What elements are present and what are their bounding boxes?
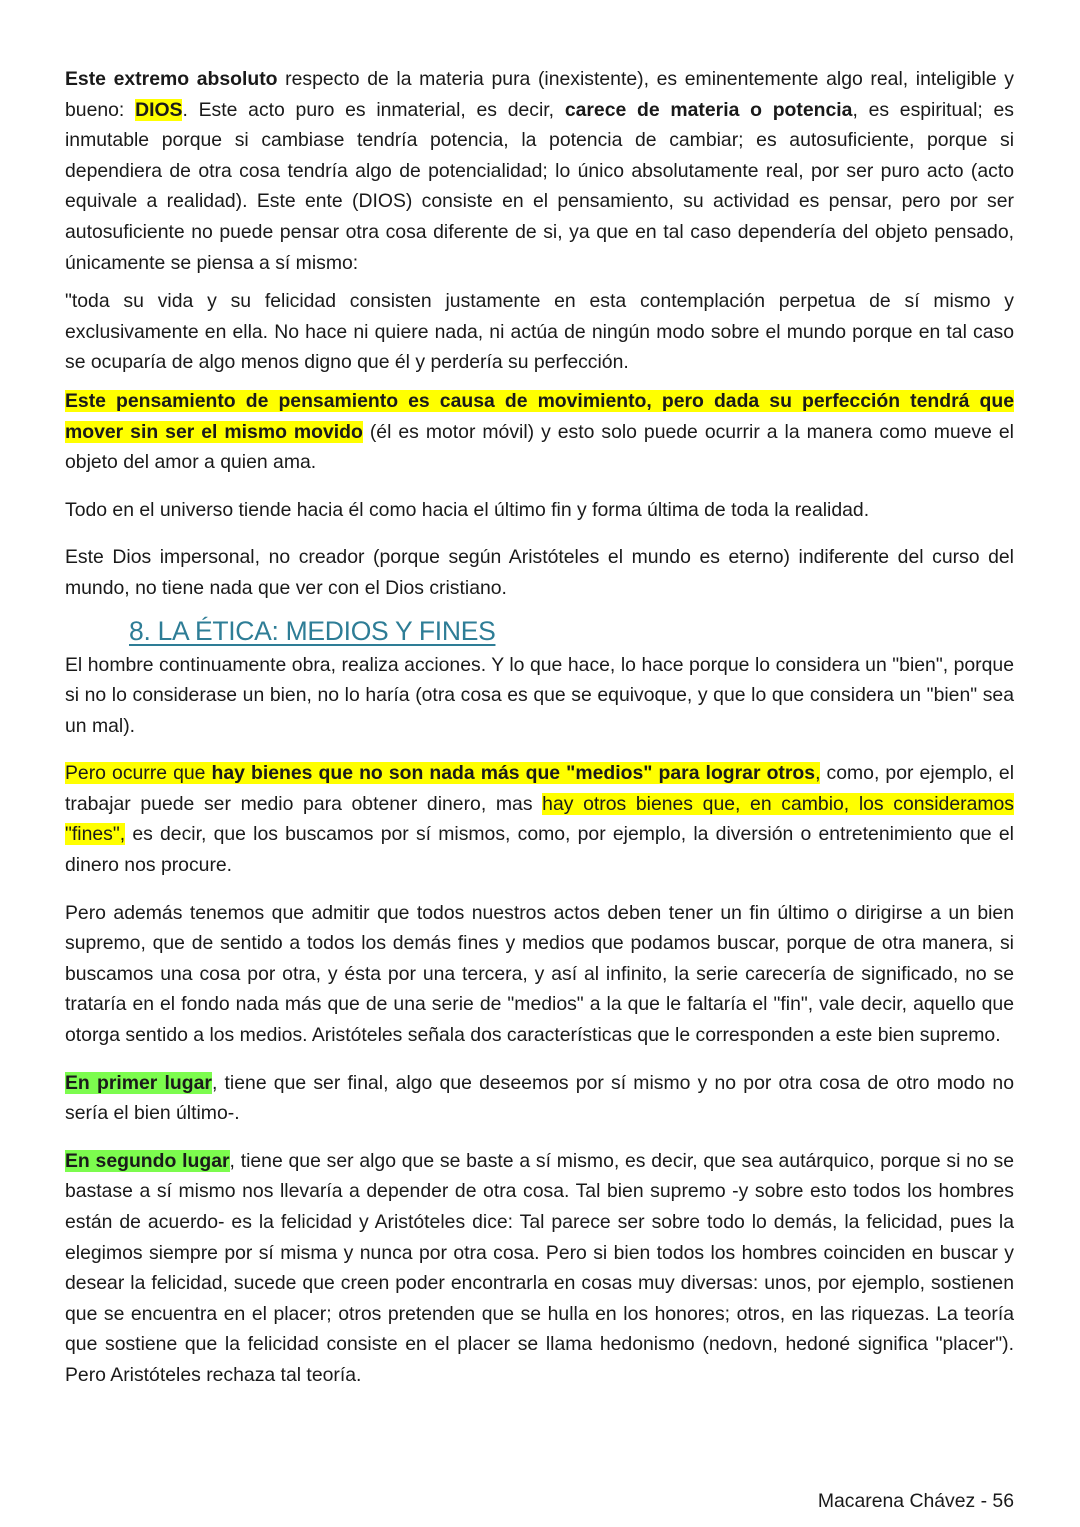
bold-term: carece de materia o potencia [564,98,853,121]
paragraph-motor [65,386,1014,478]
section-heading: 8. LA ÉTICA: MEDIOS Y FINES [129,615,496,646]
paragraph-dios [65,64,1014,278]
paragraph-medios-fines [65,758,1014,880]
highlighted-run: hay otros bienes que, en cambio, los consideramos "fines", [65,792,1014,846]
paragraph-universo: Todo en el universo tiende hacia él como hacia el último fin y forma última de toda la realidad. [65,498,870,521]
paragraph-dios-impersonal: Este Dios impersonal, no creador (porque según Aristóteles el mundo es eterno) indiferente del curso del mundo, no tiene nada que ver con el Dios cristiano. [65,546,1014,599]
text-run: , tiene que ser algo que se baste a sí mismo, es decir, que sea autárquico, porque si no se bastase a sí mismo nos llevaría a depender de otra cosa. Tal bien supremo -y sobre esto todos los hombres están de acuerdo- es la felicidad y Aristóteles dice: Tal parece ser sobre todo lo demás, la felicidad, pues la elegimos siempre por sí misma y nunca por otra cosa. Pero si bien todos los hombres coinciden en buscar y desear la felicidad, sucede que creen poder encontrarla en cosas muy diversas: unos, por ejemplo, sostienen que se encuentra en el placer; otros pretenden que se hulla en los honores; otros, en las riquezas. La teoría que sostiene que la felicidad consiste en el placer se llama hedonismo (nedovn, hedoné significa "placer"). Pero Aristóteles rechaza tal teoría. [65,1149,1014,1386]
paragraph-fin-ultimo: Pero además tenemos que admitir que todos nuestros actos deben tener un fin último o dirigirse a un bien supremo, que de sentido a todos los demás fines y medios que podamos buscar, porque de otra manera, si buscamos una cosa por otra, y ésta por una tercera, y así al infinito, la serie carecería de significado, no se trataría en el fondo nada más que de una serie de "medios" a la que le faltaría el "fin", vale decir, aquello que otorga sentido a los medios. Aristóteles señala dos características que le corresponden a este bien supremo. [65,901,1014,1047]
text-run: (él es motor móvil) y esto solo puede ocurrir a la manera como mueve el objeto del amor a quien ama. [65,420,1014,474]
paragraph-quote: "toda su vida y su felicidad consisten justamente en esta contemplación perpetua de sí mismo y exclusivamente en ella. No hace ni quiere nada, ni actúa de ningún modo sobre el mundo porque en tal caso se ocuparía de algo menos digno que él y perdería su perfección. [65,290,1014,374]
paragraph-primer-lugar [65,1068,1014,1129]
paragraph-segundo-lugar [65,1146,1014,1391]
highlighted-term: DIOS [135,98,183,121]
text-run: como, por ejemplo, el trabajar puede ser medio para obtener dinero, mas [65,762,1014,815]
text-run: , tiene que ser final, algo que deseemos por sí mismo y no por otra cosa de otro modo no sería el bien último-. [65,1071,1014,1125]
text-run: es decir, que los buscamos por sí mismos, como, por ejemplo, la diversión o entretenimiento que el dinero nos procure. [65,823,1014,877]
page-footer: Macarena Chávez - 56 [817,1490,1014,1512]
highlighted-term: hay bienes que no son nada más que "medios" para lograr otros [211,762,816,785]
bold-term: Este extremo absoluto [65,68,278,90]
highlighted-run: Pero ocurre que [65,762,212,785]
highlighted-run: , [815,762,821,785]
highlighted-sentence: Este pensamiento de pensamiento es causa de movimiento, pero dada su perfección tendrá que mover sin ser el mismo movido [65,389,1014,443]
text-run: . Este acto puro es inmaterial, es decir, [182,98,565,121]
text-run: respecto de la materia pura (inexistente), es eminentemente algo real, inteligible y bueno: [65,68,1014,121]
text-run: , es espiritual; es inmutable porque si cambiase tendría potencia, la potencia de cambiar; es autosuficiente, porque si dependiera de otra cosa tendría algo de potencialidad; lo único absolutamente real, por ser puro acto (acto equivale a realidad). Este ente (DIOS) consiste en el pensamiento, su actividad es pensar, pero por ser autosuficiente no puede pensar otra cosa diferente de si, ya que en tal caso dependería del objeto pensado, únicamente se piensa a sí mismo: [65,98,1014,274]
highlighted-term: En segundo lugar [65,1149,230,1172]
paragraph-hombre-obra: El hombre continuamente obra, realiza acciones. Y lo que hace, lo hace porque lo considera un "bien", porque si no lo considerase un bien, no lo haría (otra cosa es que se equivoque, y que lo que considera un "bien" sea un mal). [65,653,1014,737]
page-content [65,64,1014,1408]
highlighted-term: En primer lugar [65,1071,212,1094]
